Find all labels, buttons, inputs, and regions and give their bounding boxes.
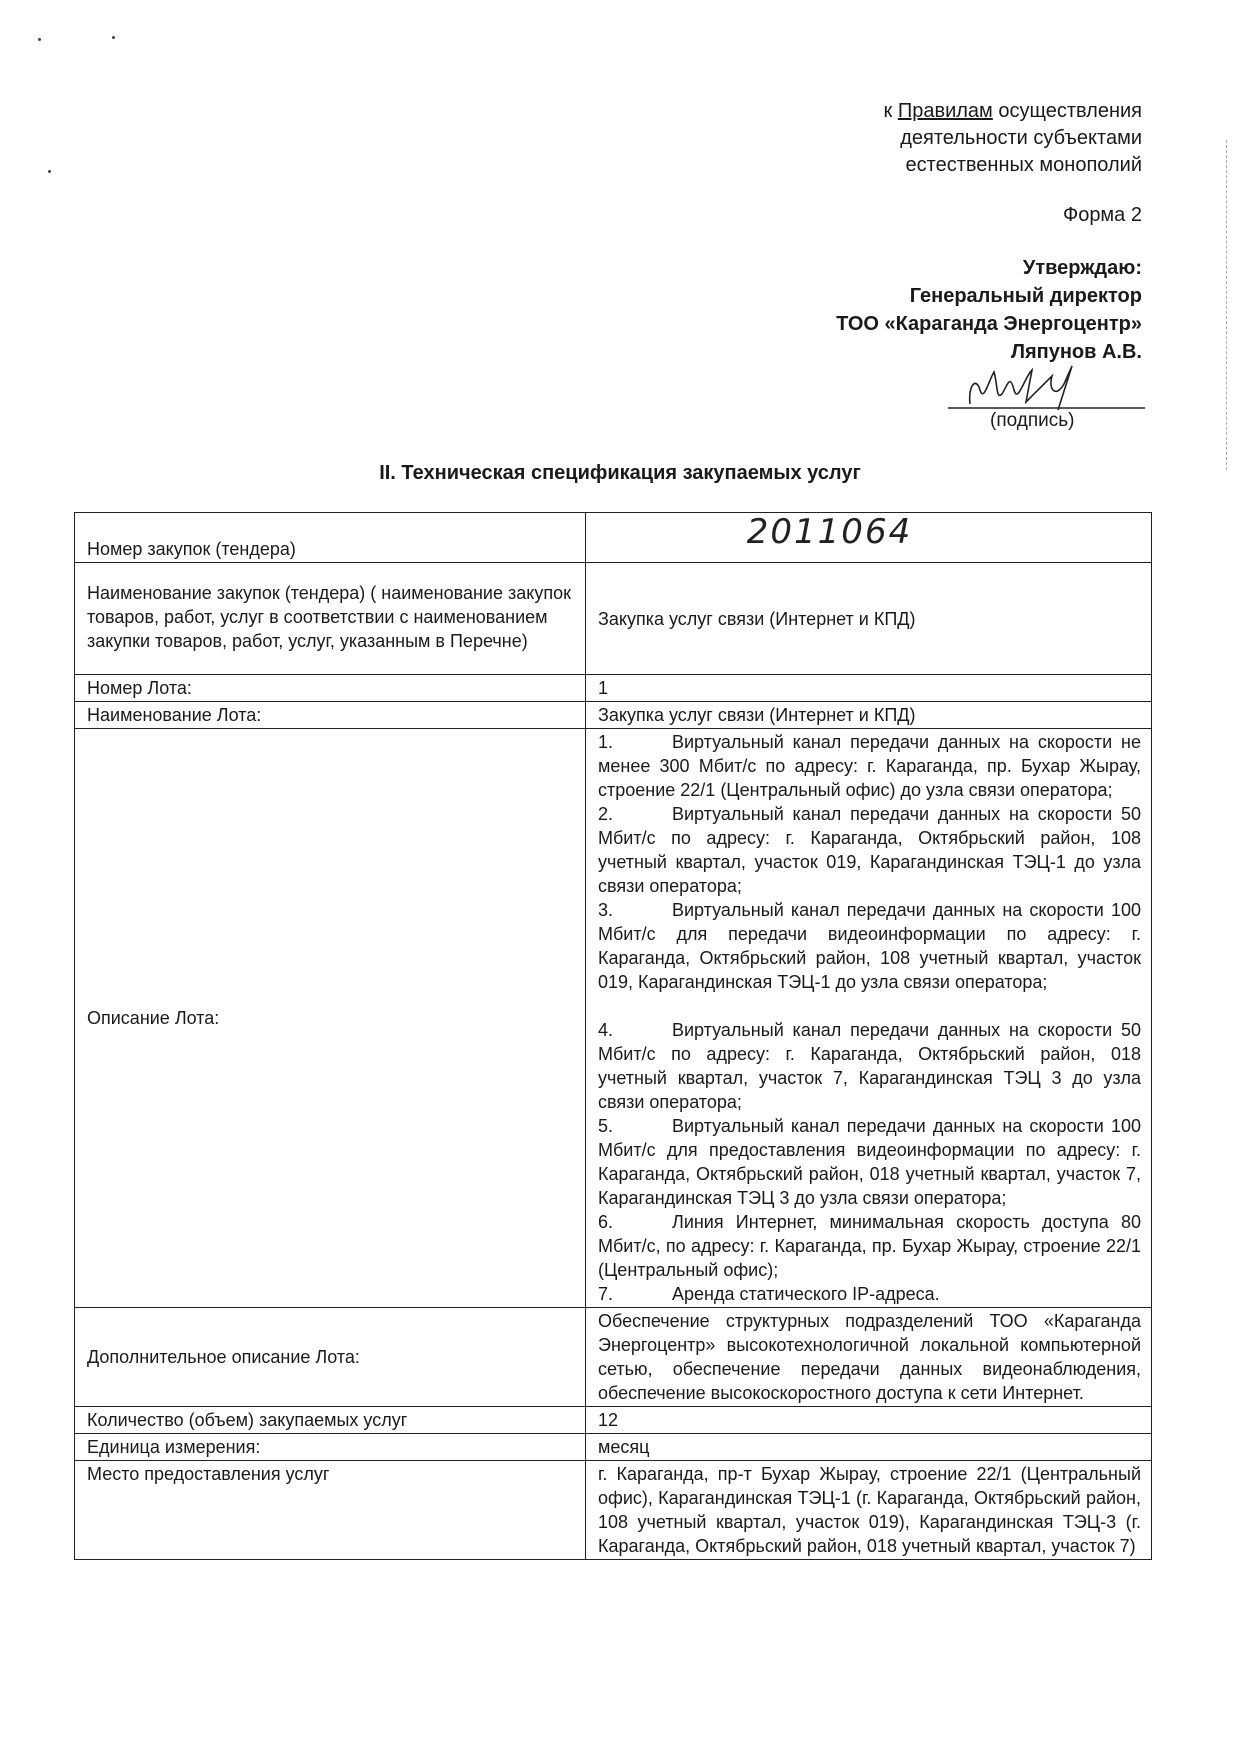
unit-value: месяц <box>586 1434 1152 1461</box>
lot-number-value: 1 <box>586 675 1152 702</box>
scan-edge-mark <box>1226 140 1228 470</box>
lot-name-label: Наименование Лота: <box>75 702 586 729</box>
table-row <box>75 563 1152 675</box>
spacer <box>598 994 1141 1018</box>
list-item: 4. Виртуальный канал передачи данных на скорости 50 Мбит/с по адресу: г. Караганда, Октябрьский район, 018 учетный квартал, участок 7, Карагандинская ТЭЦ 3 до узла связи оператора; <box>598 1020 1141 1112</box>
quantity-label: Количество (объем) закупаемых услуг <box>75 1407 586 1434</box>
scan-speck <box>112 36 115 39</box>
approval-line-4: Ляпунов А.В. <box>1010 341 1142 363</box>
form-number: Форма 2 <box>1062 204 1142 226</box>
approval-line-1: Утверждаю: <box>1022 257 1142 279</box>
table-row <box>75 513 1152 563</box>
table-row <box>75 1308 1152 1407</box>
rules-reference-line-2: деятельности субъектами <box>900 127 1142 149</box>
table-row <box>75 729 1152 1308</box>
list-item: 3. Виртуальный канал передачи данных на скорости 100 Мбит/с для передачи видеоинформации по адресу: г. Караганда, Октябрьский район, 108 учетный квартал, участок 019, Карагандинская ТЭЦ-1 до узла связи оператора; <box>598 900 1141 992</box>
approval-line-3: ТОО «Караганда Энергоцентр» <box>836 313 1142 335</box>
handwritten-signature <box>940 364 1150 414</box>
handwritten-tender-number: 2011064 <box>746 512 913 552</box>
lot-description-label: Описание Лота: <box>75 729 586 1308</box>
additional-description-value: Обеспечение структурных подразделений ТОО «Караганда Энергоцентр» высокотехнологичной локальной компьютерной сетью, обеспечение передачи данных видеонаблюдения, обеспечение высокоскоростного доступа к сети Интернет. <box>586 1308 1152 1407</box>
scan-speck <box>48 170 51 173</box>
table-row <box>75 1461 1152 1560</box>
table-row <box>75 1407 1152 1434</box>
list-item: 7. Аренда статического IP-адреса. <box>598 1284 940 1304</box>
tender-number-label: Номер закупок (тендера) <box>75 513 586 563</box>
approval-line-2: Генеральный директор <box>909 285 1142 307</box>
unit-label: Единица измерения: <box>75 1434 586 1461</box>
table-row <box>75 702 1152 729</box>
specification-table <box>74 512 1152 1560</box>
tender-number-value <box>586 513 1152 563</box>
quantity-value: 12 <box>586 1407 1152 1434</box>
rules-reference-line-1: к Правилам осуществления <box>883 100 1142 122</box>
approval-block <box>542 254 1142 366</box>
service-place-label: Место предоставления услуг <box>75 1461 586 1560</box>
list-item: 2. Виртуальный канал передачи данных на скорости 50 Мбит/с по адресу: г. Караганда, Октябрьский район, 108 учетный квартал, участок 019, Карагандинская ТЭЦ-1 до узла связи оператора; <box>598 804 1141 896</box>
tender-name-value: Закупка услуг связи (Интернет и КПД) <box>586 563 1152 675</box>
rules-link[interactable]: Правилам <box>897 100 993 122</box>
signature-caption: (подпись) <box>990 410 1075 431</box>
table-row <box>75 675 1152 702</box>
list-item: 6. Линия Интернет, минимальная скорость доступа 80 Мбит/с, по адресу: г. Караганда, пр. Бухар Жырау, строение 22/1 (Центральный офис); <box>598 1212 1141 1280</box>
service-place-value: г. Караганда, пр-т Бухар Жырау, строение 22/1 (Центральный офис), Карагандинская ТЭЦ-1 (г. Караганда, Октябрьский район, 108 учетный квартал, участок 019), Карагандинская ТЭЦ-3 (г. Караганда, Октябрьский район, 018 учетный квартал, участок 7) <box>586 1461 1152 1560</box>
lot-description-value <box>586 729 1152 1308</box>
scan-speck <box>38 38 41 41</box>
lot-number-label: Номер Лота: <box>75 675 586 702</box>
table-row <box>75 1434 1152 1461</box>
lot-name-value: Закупка услуг связи (Интернет и КПД) <box>586 702 1152 729</box>
list-item: 1. Виртуальный канал передачи данных на скорости не менее 300 Мбит/с по адресу: г. Караганда, пр. Бухар Жырау, строение 22/1 (Центральный офис) до узла связи оператора; <box>598 732 1141 800</box>
rules-reference-line-3: естественных монополий <box>905 154 1142 176</box>
rules-reference <box>622 98 1142 179</box>
tender-name-label: Наименование закупок (тендера) ( наименование закупок товаров, работ, услуг в соответствии с наименованием закупки товаров, работ, услуг, указанным в Перечне) <box>75 563 586 675</box>
list-item: 5. Виртуальный канал передачи данных на скорости 100 Мбит/с для предоставления видеоинформации по адресу: г. Караганда, Октябрьский район, 018 учетный квартал, участок 7, Карагандинская ТЭЦ 3 до узла связи оператора; <box>598 1116 1141 1208</box>
additional-description-label: Дополнительное описание Лота: <box>75 1308 586 1407</box>
page-title: II. Техническая спецификация закупаемых услуг <box>379 462 861 484</box>
